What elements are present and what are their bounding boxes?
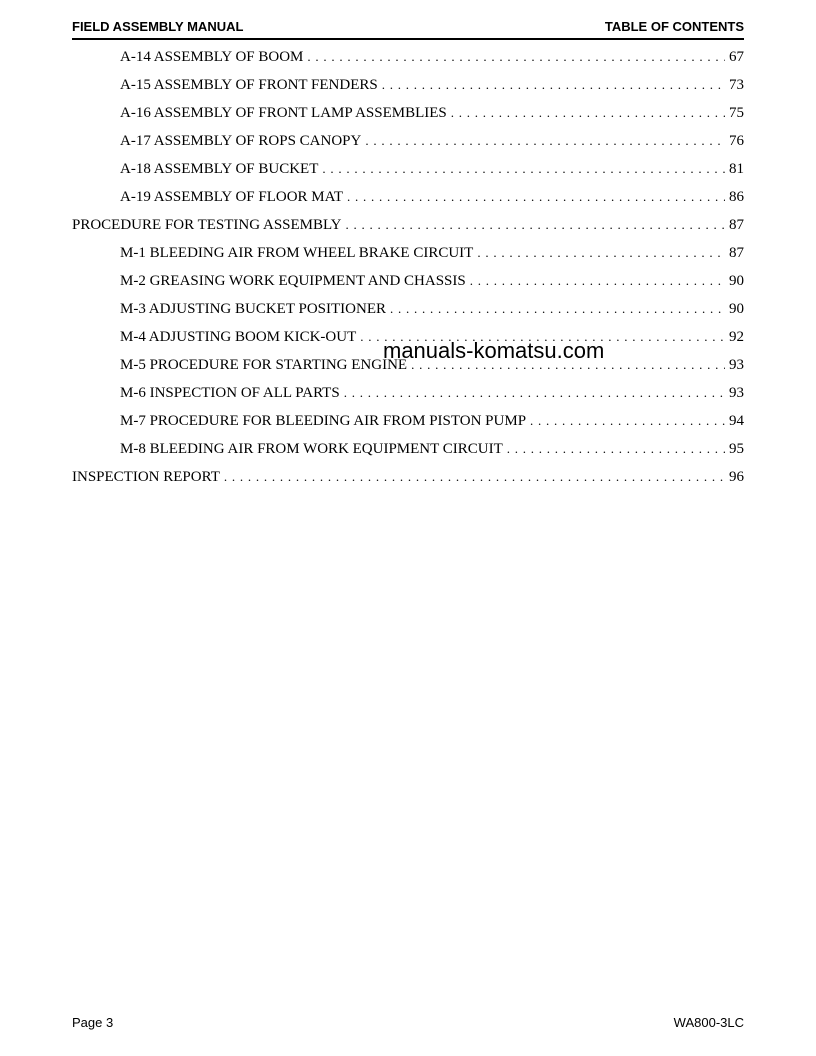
dot-leader bbox=[224, 469, 725, 485]
dot-leader bbox=[365, 133, 725, 149]
toc-entry-page: 90 bbox=[729, 300, 744, 317]
toc-entry-page: 93 bbox=[729, 384, 744, 401]
toc-entry[interactable] bbox=[72, 463, 744, 491]
toc-entry-title: M-7 PROCEDURE FOR BLEEDING AIR FROM PISTON PUMP bbox=[120, 412, 527, 429]
toc-entry-title: A-16 ASSEMBLY OF FRONT LAMP ASSEMBLIES bbox=[120, 104, 447, 121]
toc-entry-title: PROCEDURE FOR TESTING ASSEMBLY bbox=[72, 216, 342, 233]
toc-entry[interactable] bbox=[72, 127, 744, 155]
toc-entry-title: A-17 ASSEMBLY OF ROPS CANOPY bbox=[120, 132, 362, 149]
toc-entry[interactable] bbox=[72, 99, 744, 127]
toc-entry-page: 86 bbox=[729, 188, 744, 205]
dot-leader bbox=[470, 273, 725, 289]
toc-entry[interactable] bbox=[72, 379, 744, 407]
toc-entry-page: 87 bbox=[729, 244, 744, 261]
toc-entry-title: M-3 ADJUSTING BUCKET POSITIONER bbox=[120, 300, 386, 317]
toc-entry[interactable] bbox=[72, 267, 744, 295]
toc-entry-page: 76 bbox=[729, 132, 744, 149]
toc-entry-page: 93 bbox=[729, 356, 744, 373]
toc-entry[interactable] bbox=[72, 211, 744, 239]
toc-entry[interactable] bbox=[72, 407, 744, 435]
dot-leader bbox=[382, 77, 725, 93]
dot-leader bbox=[451, 105, 725, 121]
dot-leader bbox=[507, 441, 725, 457]
toc-entry-title: M-6 INSPECTION OF ALL PARTS bbox=[120, 384, 340, 401]
toc-entry[interactable] bbox=[72, 239, 744, 267]
toc-entry-page: 90 bbox=[729, 272, 744, 289]
toc-entry-title: M-1 BLEEDING AIR FROM WHEEL BRAKE CIRCUIT bbox=[120, 244, 474, 261]
toc-entry[interactable] bbox=[72, 295, 744, 323]
toc-entry[interactable] bbox=[72, 155, 744, 183]
dot-leader bbox=[390, 301, 725, 317]
toc-entry[interactable] bbox=[72, 183, 744, 211]
dot-leader bbox=[347, 189, 725, 205]
toc-entry-title: M-8 BLEEDING AIR FROM WORK EQUIPMENT CIRCUIT bbox=[120, 440, 503, 457]
dot-leader bbox=[322, 161, 725, 177]
toc-entry-page: 73 bbox=[729, 76, 744, 93]
dot-leader bbox=[477, 245, 725, 261]
toc-entry[interactable] bbox=[72, 71, 744, 99]
toc-entry-title: INSPECTION REPORT bbox=[72, 468, 220, 485]
toc-entry-title: A-19 ASSEMBLY OF FLOOR MAT bbox=[120, 188, 343, 205]
watermark: manuals-komatsu.com bbox=[383, 338, 605, 363]
toc-entry[interactable] bbox=[72, 43, 744, 71]
toc-entry-title: A-14 ASSEMBLY OF BOOM bbox=[120, 48, 304, 65]
table-of-contents bbox=[72, 43, 744, 491]
toc-entry-title: M-4 ADJUSTING BOOM KICK-OUT bbox=[120, 328, 357, 345]
toc-entry-page: 67 bbox=[729, 48, 744, 65]
toc-entry-page: 75 bbox=[729, 104, 744, 121]
toc-entry-title: A-15 ASSEMBLY OF FRONT FENDERS bbox=[120, 76, 378, 93]
dot-leader bbox=[344, 385, 725, 401]
page-footer bbox=[72, 1015, 744, 1030]
toc-entry-title: A-18 ASSEMBLY OF BUCKET bbox=[120, 160, 319, 177]
page-number: Page 3 bbox=[72, 1015, 114, 1030]
toc-entry-page: 94 bbox=[729, 412, 744, 429]
toc-entry[interactable] bbox=[72, 435, 744, 463]
toc-entry-page: 95 bbox=[729, 440, 744, 457]
page-header bbox=[72, 19, 744, 40]
dot-leader bbox=[307, 49, 725, 65]
manual-title: FIELD ASSEMBLY MANUAL bbox=[72, 19, 244, 34]
toc-entry-page: 87 bbox=[729, 216, 744, 233]
toc-entry-title: M-2 GREASING WORK EQUIPMENT AND CHASSIS bbox=[120, 272, 466, 289]
toc-entry-page: 96 bbox=[729, 468, 744, 485]
dot-leader bbox=[346, 217, 725, 233]
dot-leader bbox=[530, 413, 725, 429]
toc-entry-page: 92 bbox=[729, 328, 744, 345]
section-title: TABLE OF CONTENTS bbox=[604, 19, 744, 34]
model-number: WA800-3LC bbox=[673, 1015, 744, 1030]
toc-entry-title: M-5 PROCEDURE FOR STARTING ENGINE bbox=[120, 356, 408, 373]
toc-entry-page: 81 bbox=[729, 160, 744, 177]
